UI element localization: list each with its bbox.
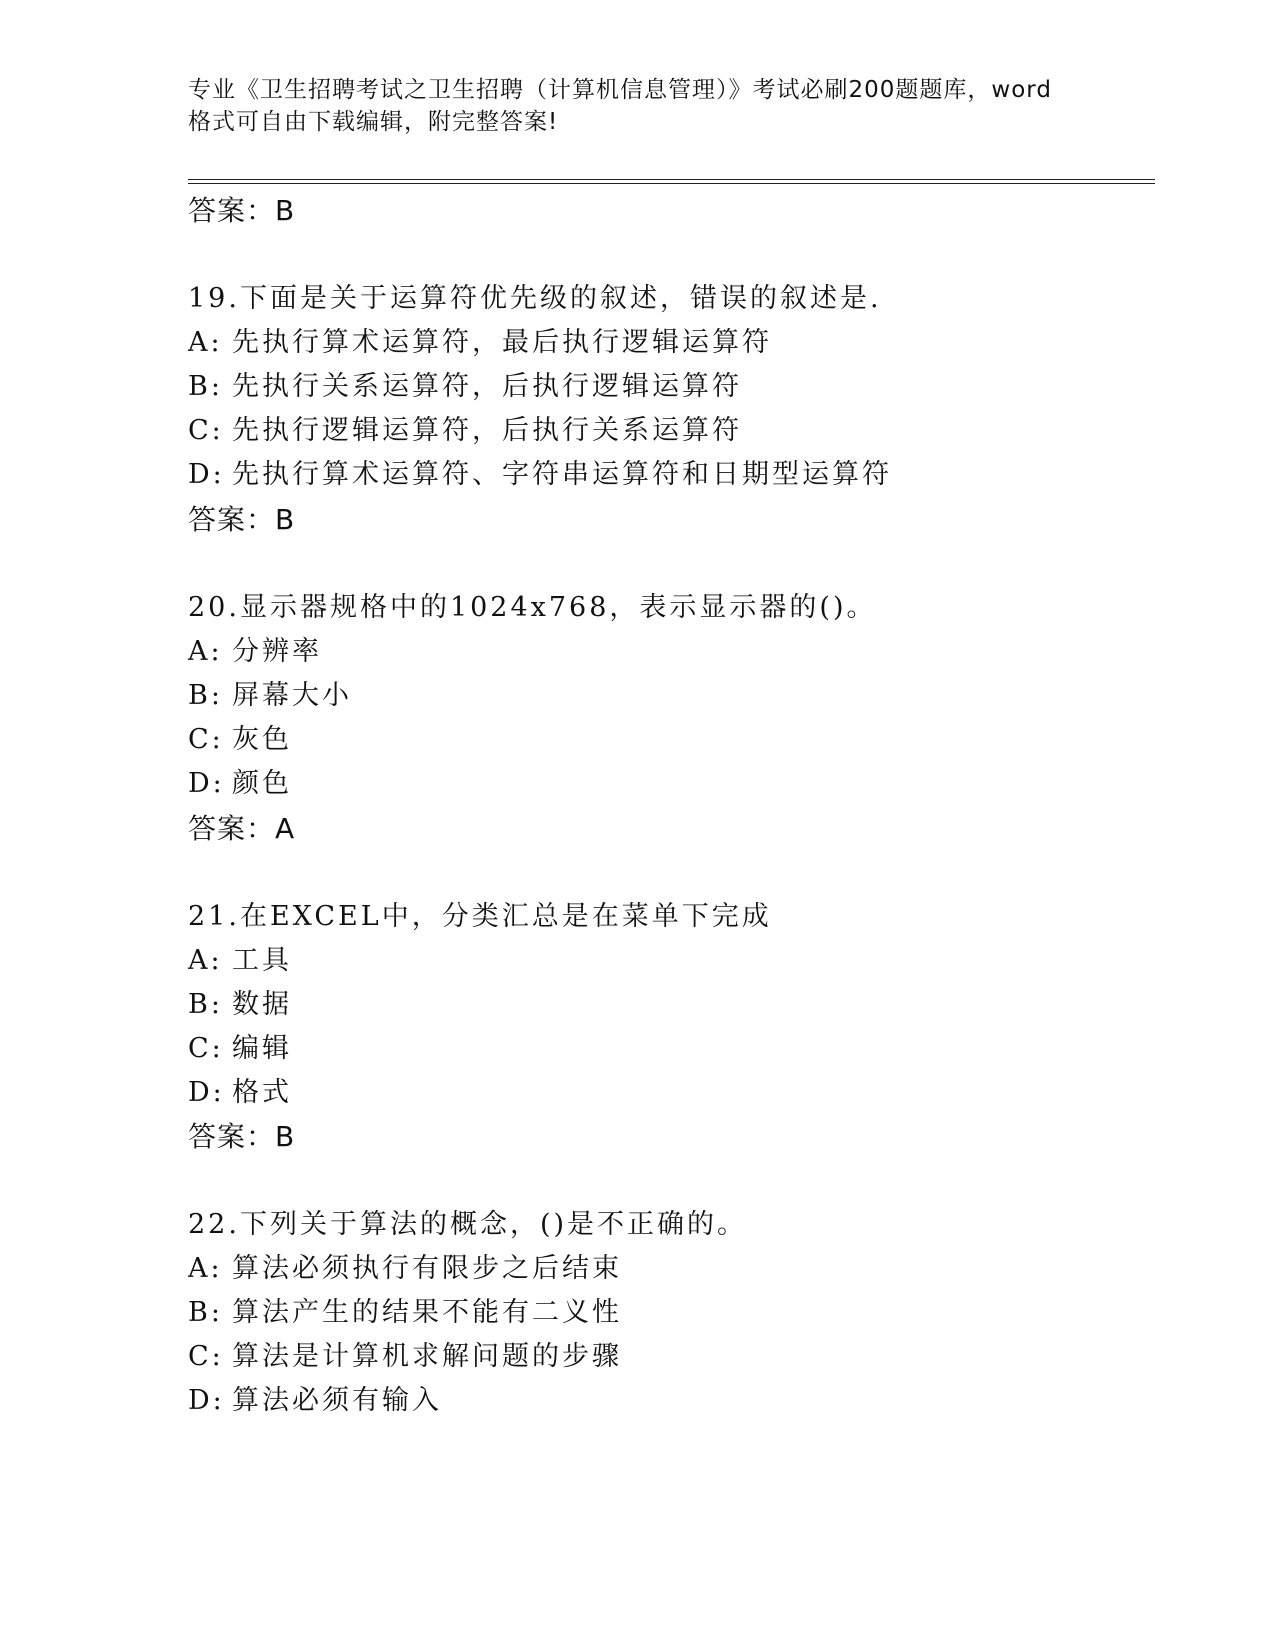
option-letter: D: — [188, 1077, 225, 1108]
option-text: 先执行算术运算符，最后执行逻辑运算符 — [232, 327, 772, 358]
option-letter: C: — [188, 1341, 224, 1372]
option-letter: B: — [188, 989, 223, 1020]
option-letter: C: — [188, 415, 224, 446]
option-letter: D: — [188, 459, 225, 490]
option-text: 算法产生的结果不能有二义性 — [232, 1297, 622, 1328]
option-text: 编辑 — [232, 1033, 292, 1064]
option-d — [188, 458, 892, 492]
option-text: 灰色 — [232, 724, 292, 755]
option-a — [188, 944, 292, 978]
option-text: 算法是计算机求解问题的步骤 — [232, 1341, 622, 1372]
option-text: 先执行算术运算符、字符串运算符和日期型运算符 — [232, 459, 892, 490]
option-letter: C: — [188, 1033, 224, 1064]
option-letter: A: — [188, 636, 223, 667]
option-b — [188, 1296, 622, 1330]
option-b — [188, 988, 292, 1022]
option-text: 格式 — [232, 1077, 292, 1108]
option-letter: D: — [188, 768, 225, 799]
option-letter: A: — [188, 945, 223, 976]
answer-line: 答案：B — [188, 1120, 296, 1153]
option-letter: A: — [188, 327, 223, 358]
option-text: 数据 — [232, 989, 292, 1020]
option-c — [188, 1340, 622, 1374]
option-letter: D: — [188, 1385, 225, 1416]
option-c — [188, 723, 292, 757]
option-a — [188, 1252, 622, 1286]
option-b — [188, 370, 742, 404]
option-text: 先执行逻辑运算符，后执行关系运算符 — [232, 415, 742, 446]
option-c — [188, 1032, 292, 1066]
option-text: 工具 — [232, 945, 292, 976]
option-letter: C: — [188, 724, 224, 755]
option-b — [188, 679, 352, 713]
option-letter: A: — [188, 1253, 223, 1284]
option-letter: B: — [188, 1297, 223, 1328]
option-text: 算法必须有输入 — [232, 1385, 442, 1416]
option-text: 先执行关系运算符，后执行逻辑运算符 — [232, 371, 742, 402]
answer-line: 答案：A — [188, 812, 296, 845]
option-text: 分辨率 — [232, 636, 322, 667]
question-stem: 21.在EXCEL中，分类汇总是在菜单下完成 — [188, 901, 772, 932]
option-a — [188, 635, 322, 669]
answer-line: 答案：B — [188, 503, 296, 536]
option-letter: B: — [188, 680, 223, 711]
option-c — [188, 414, 742, 448]
option-text: 屏幕大小 — [232, 680, 352, 711]
document-header — [188, 74, 1088, 138]
answer-line: 答案：B — [188, 194, 296, 227]
question-stem: 19.下面是关于运算符优先级的叙述，错误的叙述是. — [188, 283, 882, 314]
option-d — [188, 767, 292, 801]
header-line-1: 专业《卫生招聘考试之卫生招聘（计算机信息管理）》考试必刷200题题库，word — [188, 77, 1052, 103]
question-stem: 20.显示器规格中的1024x768，表示显示器的()。 — [188, 592, 877, 623]
header-divider — [188, 179, 1155, 184]
question-stem: 22.下列关于算法的概念，()是不正确的。 — [188, 1209, 748, 1240]
option-d — [188, 1076, 292, 1110]
option-d — [188, 1384, 442, 1418]
option-text: 算法必须执行有限步之后结束 — [232, 1253, 622, 1284]
header-line-2: 格式可自由下载编辑，附完整答案! — [188, 109, 559, 135]
option-text: 颜色 — [232, 768, 292, 799]
option-letter: B: — [188, 371, 223, 402]
option-a — [188, 326, 772, 360]
